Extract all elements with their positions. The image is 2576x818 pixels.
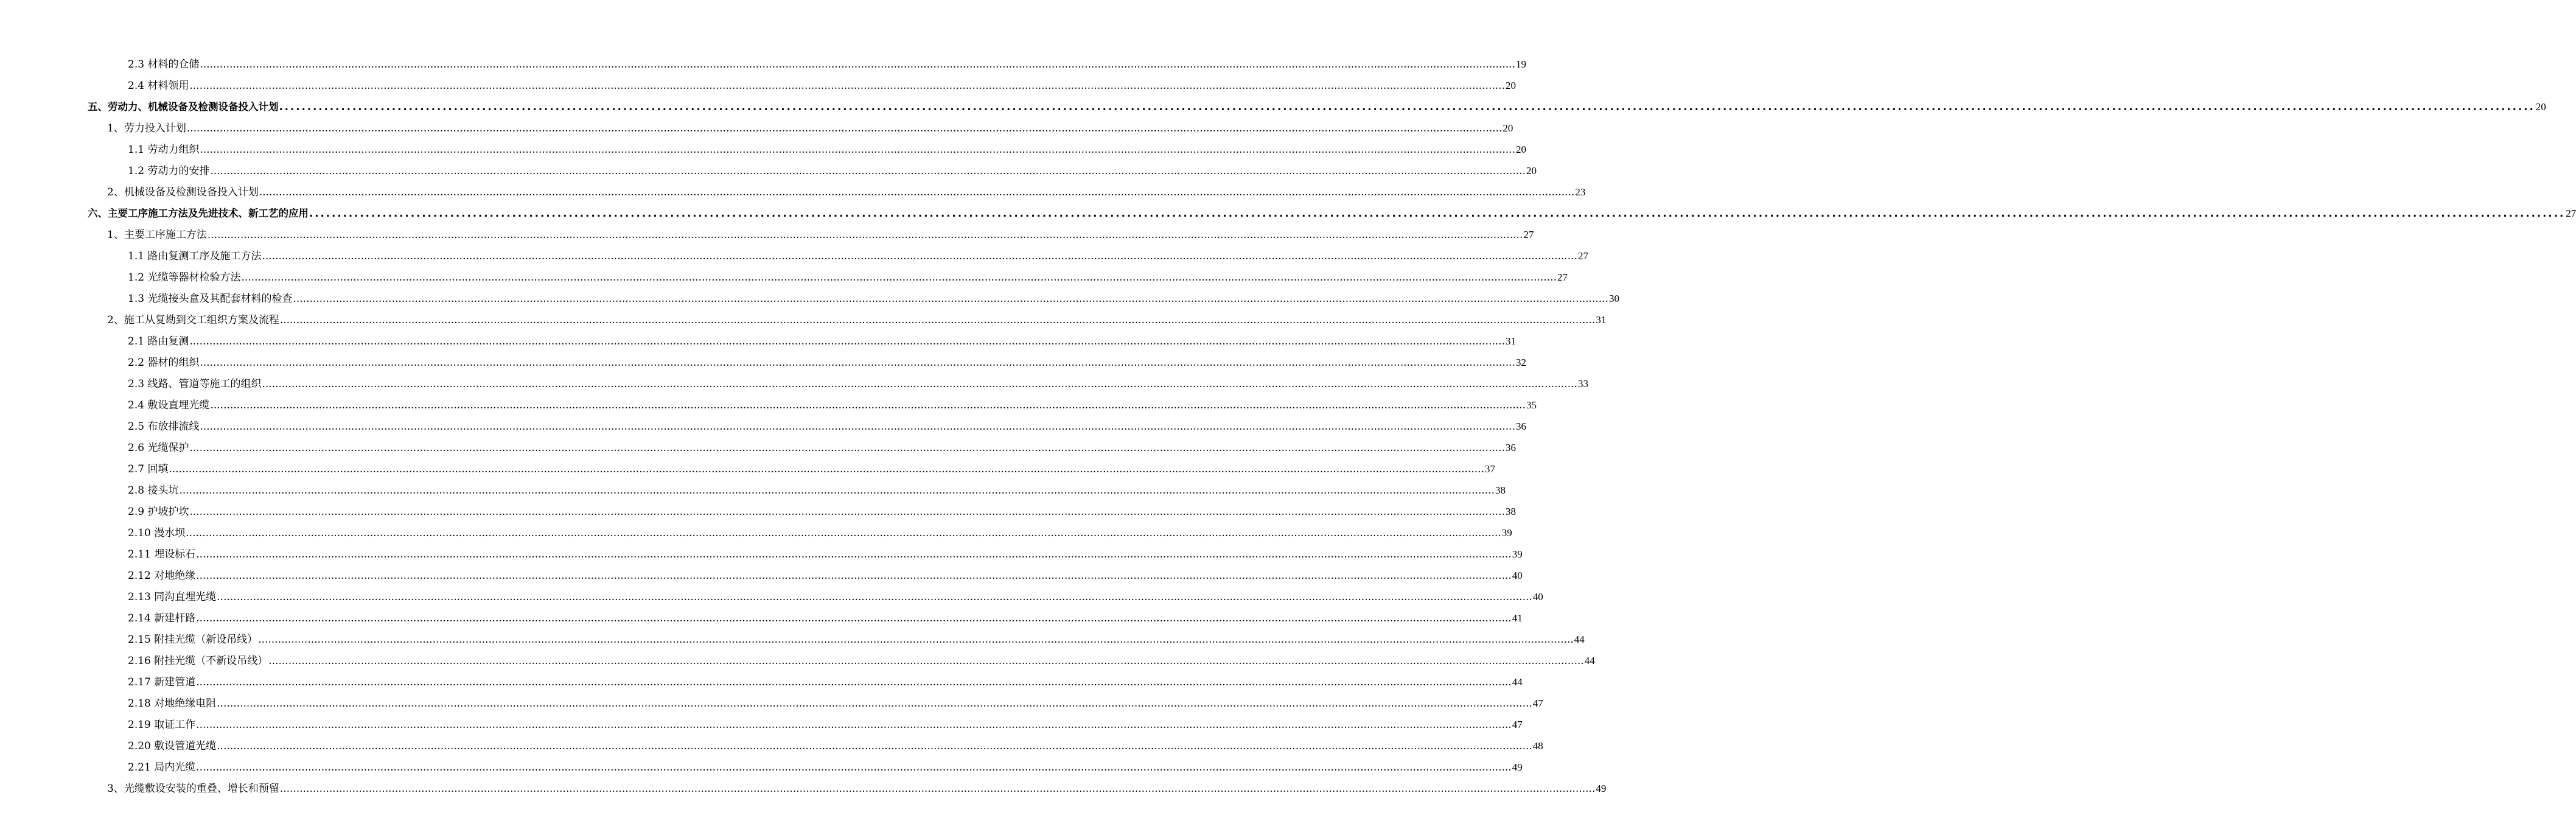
toc-entry[interactable]	[128, 758, 1523, 774]
toc-entry[interactable]	[128, 396, 1537, 412]
toc-leader-dots: ................................................................................................................................................................................................................................................................................................................................................................................................................	[169, 463, 1484, 475]
toc-entry[interactable]	[128, 332, 1516, 348]
toc-entry-title: 2.17 新建管道	[128, 676, 196, 688]
toc-entry-page: 48	[1532, 740, 1543, 752]
toc-leader-dots: ................................................................................................................................................................................................................................................................................................................................................................................................................	[189, 442, 1505, 454]
toc-entry-title: 2.18 对地绝缘电阻	[128, 697, 217, 710]
toc-leader-dots: ................................................................................................................................................................................................................................................................................................................................................................................................................	[279, 783, 1596, 795]
toc-entry-title: 2.1 路由复测	[128, 335, 189, 348]
toc-leader-dots: ................................................................................................................................................................................................................................................................................................................................................................................................................	[200, 357, 1515, 369]
toc-entry[interactable]	[128, 673, 1523, 689]
toc-entry-page: 39	[1501, 527, 1512, 539]
toc-leader-dots: ................................................................................................................................................................................................................................................................................................................................................................................................................	[293, 293, 1608, 305]
toc-entry-title: 2.19 取证工作	[128, 719, 196, 731]
toc-entry[interactable]	[128, 268, 1568, 284]
toc-entry-title: 2.2 器材的组织	[128, 357, 200, 369]
toc-entry-title: 2、施工从复勘到交工组织方案及流程	[107, 314, 279, 326]
toc-entry-page: 47	[1532, 697, 1543, 709]
toc-entry[interactable]	[107, 780, 1607, 795]
toc-entry[interactable]	[128, 652, 1595, 668]
toc-entry[interactable]	[128, 375, 1588, 391]
toc-entry-title: 2.4 材料领用	[128, 80, 189, 92]
toc-entry-page: 27	[1557, 271, 1568, 283]
toc-entry[interactable]	[88, 204, 2576, 220]
toc-leader-dots: ................................................................................................................................................................................................................................................................................................................................................................................................................	[262, 250, 1577, 262]
toc-entry-page: 44	[1584, 655, 1595, 666]
toc-entry-title: 2.13 同沟直埋光缆	[128, 591, 217, 603]
toc-entry-title: 五、劳动力、机械设备及检测设备投入计划	[88, 101, 279, 113]
toc-entry[interactable]	[128, 247, 1588, 263]
toc-entry[interactable]	[107, 226, 1534, 242]
toc-entry-title: 2.10 漫水坝	[128, 527, 186, 539]
toc-entry-page: 20	[1515, 144, 1526, 155]
toc-leader-dots: ................................................................................................................................................................................................................................................................................................................................................................................................................	[200, 144, 1515, 156]
toc-entry[interactable]	[128, 481, 1506, 497]
toc-entry-page: 38	[1505, 506, 1516, 517]
toc-leader-dots: ................................................................................................................................................................................................................................................................................................................................................................................................................	[279, 314, 1596, 326]
toc-entry[interactable]	[107, 183, 1586, 199]
toc-entry-title: 2.9 护坡护坎	[128, 506, 189, 518]
toc-entry-page: 40	[1532, 591, 1543, 603]
toc-leader-dots: ................................................................................................................................................................................................................................................................................................................................................................................................................	[268, 655, 1584, 667]
toc-leader-dots: ................................................................................................................................................................................................................................................................................................................................................................................................................	[200, 58, 1515, 71]
toc-leader-dots: ................................................................................................................................................................................................................................................................................................................................................................................................................	[179, 484, 1495, 497]
toc-leader-dots: ................................................................................................................................................................................................................................................................................................................................................................................................................	[217, 740, 1532, 752]
toc-entry-page: 36	[1505, 442, 1516, 453]
toc-entry-title: 2.20 敷设管道光缆	[128, 740, 217, 752]
toc-entry[interactable]	[128, 609, 1523, 625]
toc-entry-page: 44	[1512, 676, 1523, 688]
toc-entry[interactable]	[128, 77, 1516, 93]
toc-entry-title: 1、劳力投入计划	[107, 122, 186, 135]
toc-entry[interactable]	[128, 290, 1619, 306]
toc-leader-dots: ................................................................................................................................................................................................................................................................................................................................................................................................................	[207, 229, 1523, 241]
toc-entry-page: 40	[1512, 570, 1523, 581]
toc-leader-dots: ................................................................................................................................................................................................................................................................................................................................................................................................................	[258, 634, 1574, 646]
toc-entry-page: 23	[1575, 186, 1586, 198]
toc-entry[interactable]	[128, 354, 1526, 369]
toc-leader-dots: ................................................................................................................................................................................................................................................................................................................................................................................................................	[200, 421, 1515, 433]
toc-leader-dots: ................................................................................................................................................................................................................................................................................................................................................................................................................	[196, 548, 1512, 561]
toc-entry[interactable]	[128, 55, 1526, 71]
toc-entry-page: 31	[1596, 314, 1607, 326]
toc-leader-dots: ................................................................................................................................................................................................................................................................................................................................................................................................................	[196, 761, 1512, 774]
toc-entry[interactable]	[107, 119, 1513, 135]
toc-entry-page: 31	[1505, 335, 1516, 347]
toc-entry-page: 20	[2535, 101, 2546, 113]
toc-entry[interactable]	[128, 631, 1585, 646]
toc-entry-title: 2.11 埋设标石	[128, 548, 196, 561]
toc-entry-title: 1.1 劳动力组织	[128, 144, 200, 156]
toc-entry-title: 1、主要工序施工方法	[107, 229, 207, 241]
toc-entry-page: 41	[1512, 612, 1523, 624]
toc-entry[interactable]	[128, 503, 1516, 519]
toc-entry-title: 2.14 新建杆路	[128, 612, 196, 624]
toc-entry-page: 19	[1515, 58, 1526, 70]
toc-leader-dots: ................................................................................................................................................................................................................................................................................................................................................................................................................	[196, 570, 1512, 582]
toc-entry-page: 27	[2566, 208, 2576, 219]
toc-entry[interactable]	[128, 567, 1523, 582]
toc-entry-title: 2.4 敷设直埋光缆	[128, 399, 210, 411]
toc-leader-dots: ................................................................................................................................................................................................................................................................................................................................................................................................................	[196, 676, 1512, 688]
toc-entry[interactable]	[107, 311, 1607, 327]
toc-leader-dots: ................................................................................................................................................................................................................................................................................................................................................................................................................	[196, 719, 1512, 731]
toc-entry[interactable]	[128, 439, 1516, 455]
toc-leader-dots: ................................................................................................................................................................................................................................................................................................................................................................................................................	[210, 399, 1526, 411]
toc-leader-dots: ................................................................................................................................................................................................................................................................................................................................................................................................................	[186, 122, 1503, 135]
toc-leader-dots: ................................................................................................................................................................................................................................................................................................................................................................................................................	[309, 208, 2566, 219]
toc-entry-title: 2.21 局内光缆	[128, 761, 196, 774]
toc-leader-dots: ................................................................................................................................................................................................................................................................................................................................................................................................................	[262, 378, 1577, 390]
toc-entry-page: 44	[1574, 634, 1585, 645]
toc-entry[interactable]	[128, 141, 1526, 156]
toc-entry-page: 27	[1523, 229, 1534, 240]
toc-leader-dots: ................................................................................................................................................................................................................................................................................................................................................................................................................	[189, 80, 1505, 92]
toc-entry-title: 2.3 材料的仓储	[128, 58, 200, 71]
toc-entry-title: 2.16 附挂光缆（不新设吊线）	[128, 655, 268, 667]
toc-entry-title: 2.3 线路、管道等施工的组织	[128, 378, 262, 390]
toc-entry[interactable]	[128, 588, 1543, 604]
toc-entry-title: 2.6 光缆保护	[128, 442, 189, 454]
toc-entry[interactable]	[128, 524, 1512, 540]
toc-entry[interactable]	[128, 716, 1523, 732]
toc-entry-title: 2.5 布放排流线	[128, 421, 200, 433]
toc-leader-dots: ................................................................................................................................................................................................................................................................................................................................................................................................................	[217, 697, 1532, 710]
toc-entry[interactable]	[128, 694, 1543, 710]
toc-leader-dots: ................................................................................................................................................................................................................................................................................................................................................................................................................	[189, 335, 1505, 348]
toc-entry-title: 1.3 光缆接头盒及其配套材料的检查	[128, 293, 293, 305]
toc-leader-dots: ................................................................................................................................................................................................................................................................................................................................................................................................................	[217, 591, 1532, 603]
toc-leader-dots: ................................................................................................................................................................................................................................................................................................................................................................................................................	[241, 271, 1557, 284]
toc-leader-dots: ................................................................................................................................................................................................................................................................................................................................................................................................................	[196, 612, 1512, 624]
toc-entry-title: 2、机械设备及检测设备投入计划	[107, 186, 259, 198]
toc-entry-page: 20	[1505, 80, 1516, 91]
toc-entry-page: 36	[1515, 421, 1526, 432]
toc-entry-page: 20	[1503, 122, 1513, 134]
toc-entry-title: 1.1 路由复测工序及施工方法	[128, 250, 262, 262]
toc-entry-title: 2.15 附挂光缆（新设吊线）	[128, 634, 258, 646]
toc-entry-title: 2.12 对地绝缘	[128, 570, 196, 582]
toc-entry-page: 39	[1512, 548, 1523, 560]
toc-entry-title: 1.2 劳动力的安排	[128, 165, 210, 177]
toc-entry-title: 六、主要工序施工方法及先进技术、新工艺的应用	[88, 208, 309, 219]
toc-entry-page: 30	[1608, 293, 1619, 304]
toc-entry-title: 2.8 接头坑	[128, 484, 179, 497]
toc-entry-page: 49	[1512, 761, 1523, 773]
toc-entry-title: 3、光缆敷设安装的重叠、增长和预留	[107, 783, 279, 795]
toc-entry[interactable]	[128, 460, 1495, 476]
toc-entry-page: 35	[1526, 399, 1537, 411]
toc-entry-page: 49	[1596, 783, 1607, 794]
toc-entry-page: 38	[1495, 484, 1506, 496]
toc-entry[interactable]	[128, 737, 1543, 753]
toc-entry[interactable]	[128, 418, 1526, 433]
toc-leader-dots: ................................................................................................................................................................................................................................................................................................................................................................................................................	[259, 186, 1575, 198]
toc-entry-page: 20	[1526, 165, 1537, 177]
toc-entry-title: 2.7 回填	[128, 463, 169, 475]
toc-entry-page: 47	[1512, 719, 1523, 730]
toc-entry-title: 1.2 光缆等器材检验方法	[128, 271, 241, 284]
toc-entry-page: 27	[1577, 250, 1588, 262]
toc-entry[interactable]	[128, 162, 1537, 178]
toc-entry[interactable]	[88, 98, 2546, 114]
toc-leader-dots: ................................................................................................................................................................................................................................................................................................................................................................................................................	[279, 101, 2535, 113]
toc-entry-page: 33	[1577, 378, 1588, 390]
toc-leader-dots: ................................................................................................................................................................................................................................................................................................................................................................................................................	[186, 527, 1501, 539]
toc-entry-page: 37	[1484, 463, 1495, 475]
toc-entry[interactable]	[128, 545, 1523, 561]
toc-entry-page: 32	[1515, 357, 1526, 368]
toc-leader-dots: ................................................................................................................................................................................................................................................................................................................................................................................................................	[189, 506, 1505, 518]
toc-leader-dots: ................................................................................................................................................................................................................................................................................................................................................................................................................	[210, 165, 1526, 177]
